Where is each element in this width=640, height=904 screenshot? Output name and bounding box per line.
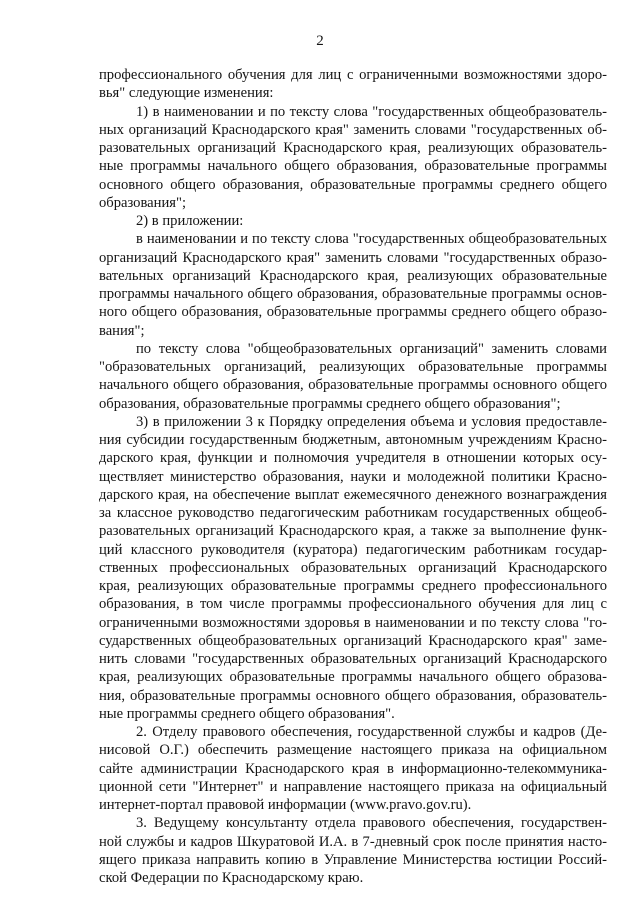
- text-line: ные программы начального общего образования, образовательные программы: [99, 158, 607, 175]
- text-line: образования, в том числе программы профессионального обучения для лиц с: [99, 596, 607, 613]
- paragraph-intro-continuation: [99, 66, 607, 103]
- text-line: разовательных организаций Краснодарского края, а также за выполнение функ-: [99, 523, 607, 540]
- text-line: 2) в приложении:: [136, 213, 244, 229]
- page-number: 2: [316, 33, 324, 49]
- text-line: программы начального общего образования, образовательные программы основ-: [99, 286, 607, 302]
- text-line: края, реализующих образовательные программы начального общего образова-: [99, 669, 607, 686]
- paragraph-item-1: [99, 103, 607, 213]
- text-line: края, реализующих образовательные программы среднего профессионального: [99, 578, 607, 594]
- text-line: организаций Краснодарского края" заменить словами "государственных образо-: [99, 249, 607, 266]
- text-line: образования";: [99, 194, 186, 211]
- text-line: ограниченными возможностями здоровья в наименовании и по тексту слова "го-: [99, 614, 607, 631]
- text-line: дарского края, функции и полномочия учредителя в отношении которых осу-: [99, 450, 607, 467]
- paragraph-item-2-text: [99, 340, 607, 413]
- text-line: нисовой О.Г.) обеспечить размещение настоящего приказа на официальном: [99, 742, 607, 759]
- text-line: ской Федерации по Краснодарскому краю.: [99, 870, 364, 886]
- text-line: ящего приказа направить копию в Управление Министерства юстиции Россий-: [99, 851, 607, 868]
- text-line: ния субсидии государственным бюджетным, автономным учреждениям Красно-: [99, 432, 607, 448]
- text-line: в наименовании и по тексту слова "государственных общеобразовательных: [136, 231, 607, 248]
- text-line: ного общего образования, образовательные программы среднего общего образо-: [99, 304, 607, 321]
- text-line: ционной сети "Интернет" и направление настоящего приказа на официальный: [99, 778, 607, 795]
- text-line: ственных профессиональных образовательных организаций Краснодарского: [99, 559, 607, 576]
- text-line: 3. Ведущему консультанту отдела правового обеспечения, государствен-: [136, 815, 607, 832]
- text-line: вья" следующие изменения:: [99, 85, 274, 102]
- text-line: ций классного руководителя (куратора) педагогическим работникам государ-: [99, 541, 607, 558]
- text-line: ной службы и кадров Шкуратовой И.А. в 7-дневный срок после принятия насто-: [99, 833, 607, 850]
- text-line: 1) в наименовании и по тексту слова "государственных общеобразователь-: [136, 103, 607, 120]
- text-line: 2. Отделу правового обеспечения, государственной службы и кадров (Де-: [136, 724, 607, 740]
- text-line: 3) в приложении 3 к Порядку определения объема и условия предоставле-: [136, 413, 607, 430]
- document-body: [99, 66, 607, 887]
- text-line: дарского края, на обеспечение выплат ежемесячного денежного вознаграждения: [99, 486, 607, 503]
- text-line: ные программы среднего общего образования".: [99, 705, 395, 722]
- text-line: ных организаций Краснодарского края" заменить словами "государственных об-: [99, 121, 607, 138]
- text-line: начального общего образования, образовательные программы основного общего: [99, 377, 607, 394]
- text-line: образования, образовательные программы среднего общего образования";: [99, 395, 561, 412]
- text-line: вательных организаций Краснодарского края, реализующих образовательные: [99, 267, 607, 284]
- paragraph-clause-3: [99, 814, 607, 887]
- paragraph-item-2-title: [99, 230, 607, 340]
- text-line: нить словами "государственных образовательных организаций Краснодарского: [99, 651, 607, 667]
- text-line: интернет-портал правовой информации (www.pravo.gov.ru).: [99, 797, 472, 813]
- text-line: вания";: [99, 322, 145, 339]
- text-line: "образовательных организаций, реализующих образовательные программы: [99, 359, 607, 375]
- text-line: сайте администрации Краснодарского края в информационно-телекоммуника-: [99, 760, 607, 777]
- text-line: сударственных общеобразовательных организаций Краснодарского края" заме-: [99, 632, 607, 649]
- paragraph-clause-2: [99, 723, 607, 814]
- paragraph-item-3: [99, 413, 607, 723]
- text-line: ния, образовательные программы основного общего образования, образователь-: [99, 687, 607, 704]
- text-line: профессионального обучения для лиц с ограниченными возможностями здоро-: [99, 67, 607, 83]
- text-line: ществляет министерство образования, науки и молодежной политики Красно-: [99, 468, 607, 485]
- text-line: основного общего образования, образовательные программы среднего общего: [99, 176, 607, 193]
- paragraph-item-2: [99, 212, 607, 230]
- text-line: разовательных организаций Краснодарского края, реализующих образователь-: [99, 140, 607, 156]
- text-line: за классное руководство педагогическим работникам государственных общеоб-: [99, 505, 607, 521]
- text-line: по тексту слова "общеобразовательных организаций" заменить словами: [136, 340, 607, 357]
